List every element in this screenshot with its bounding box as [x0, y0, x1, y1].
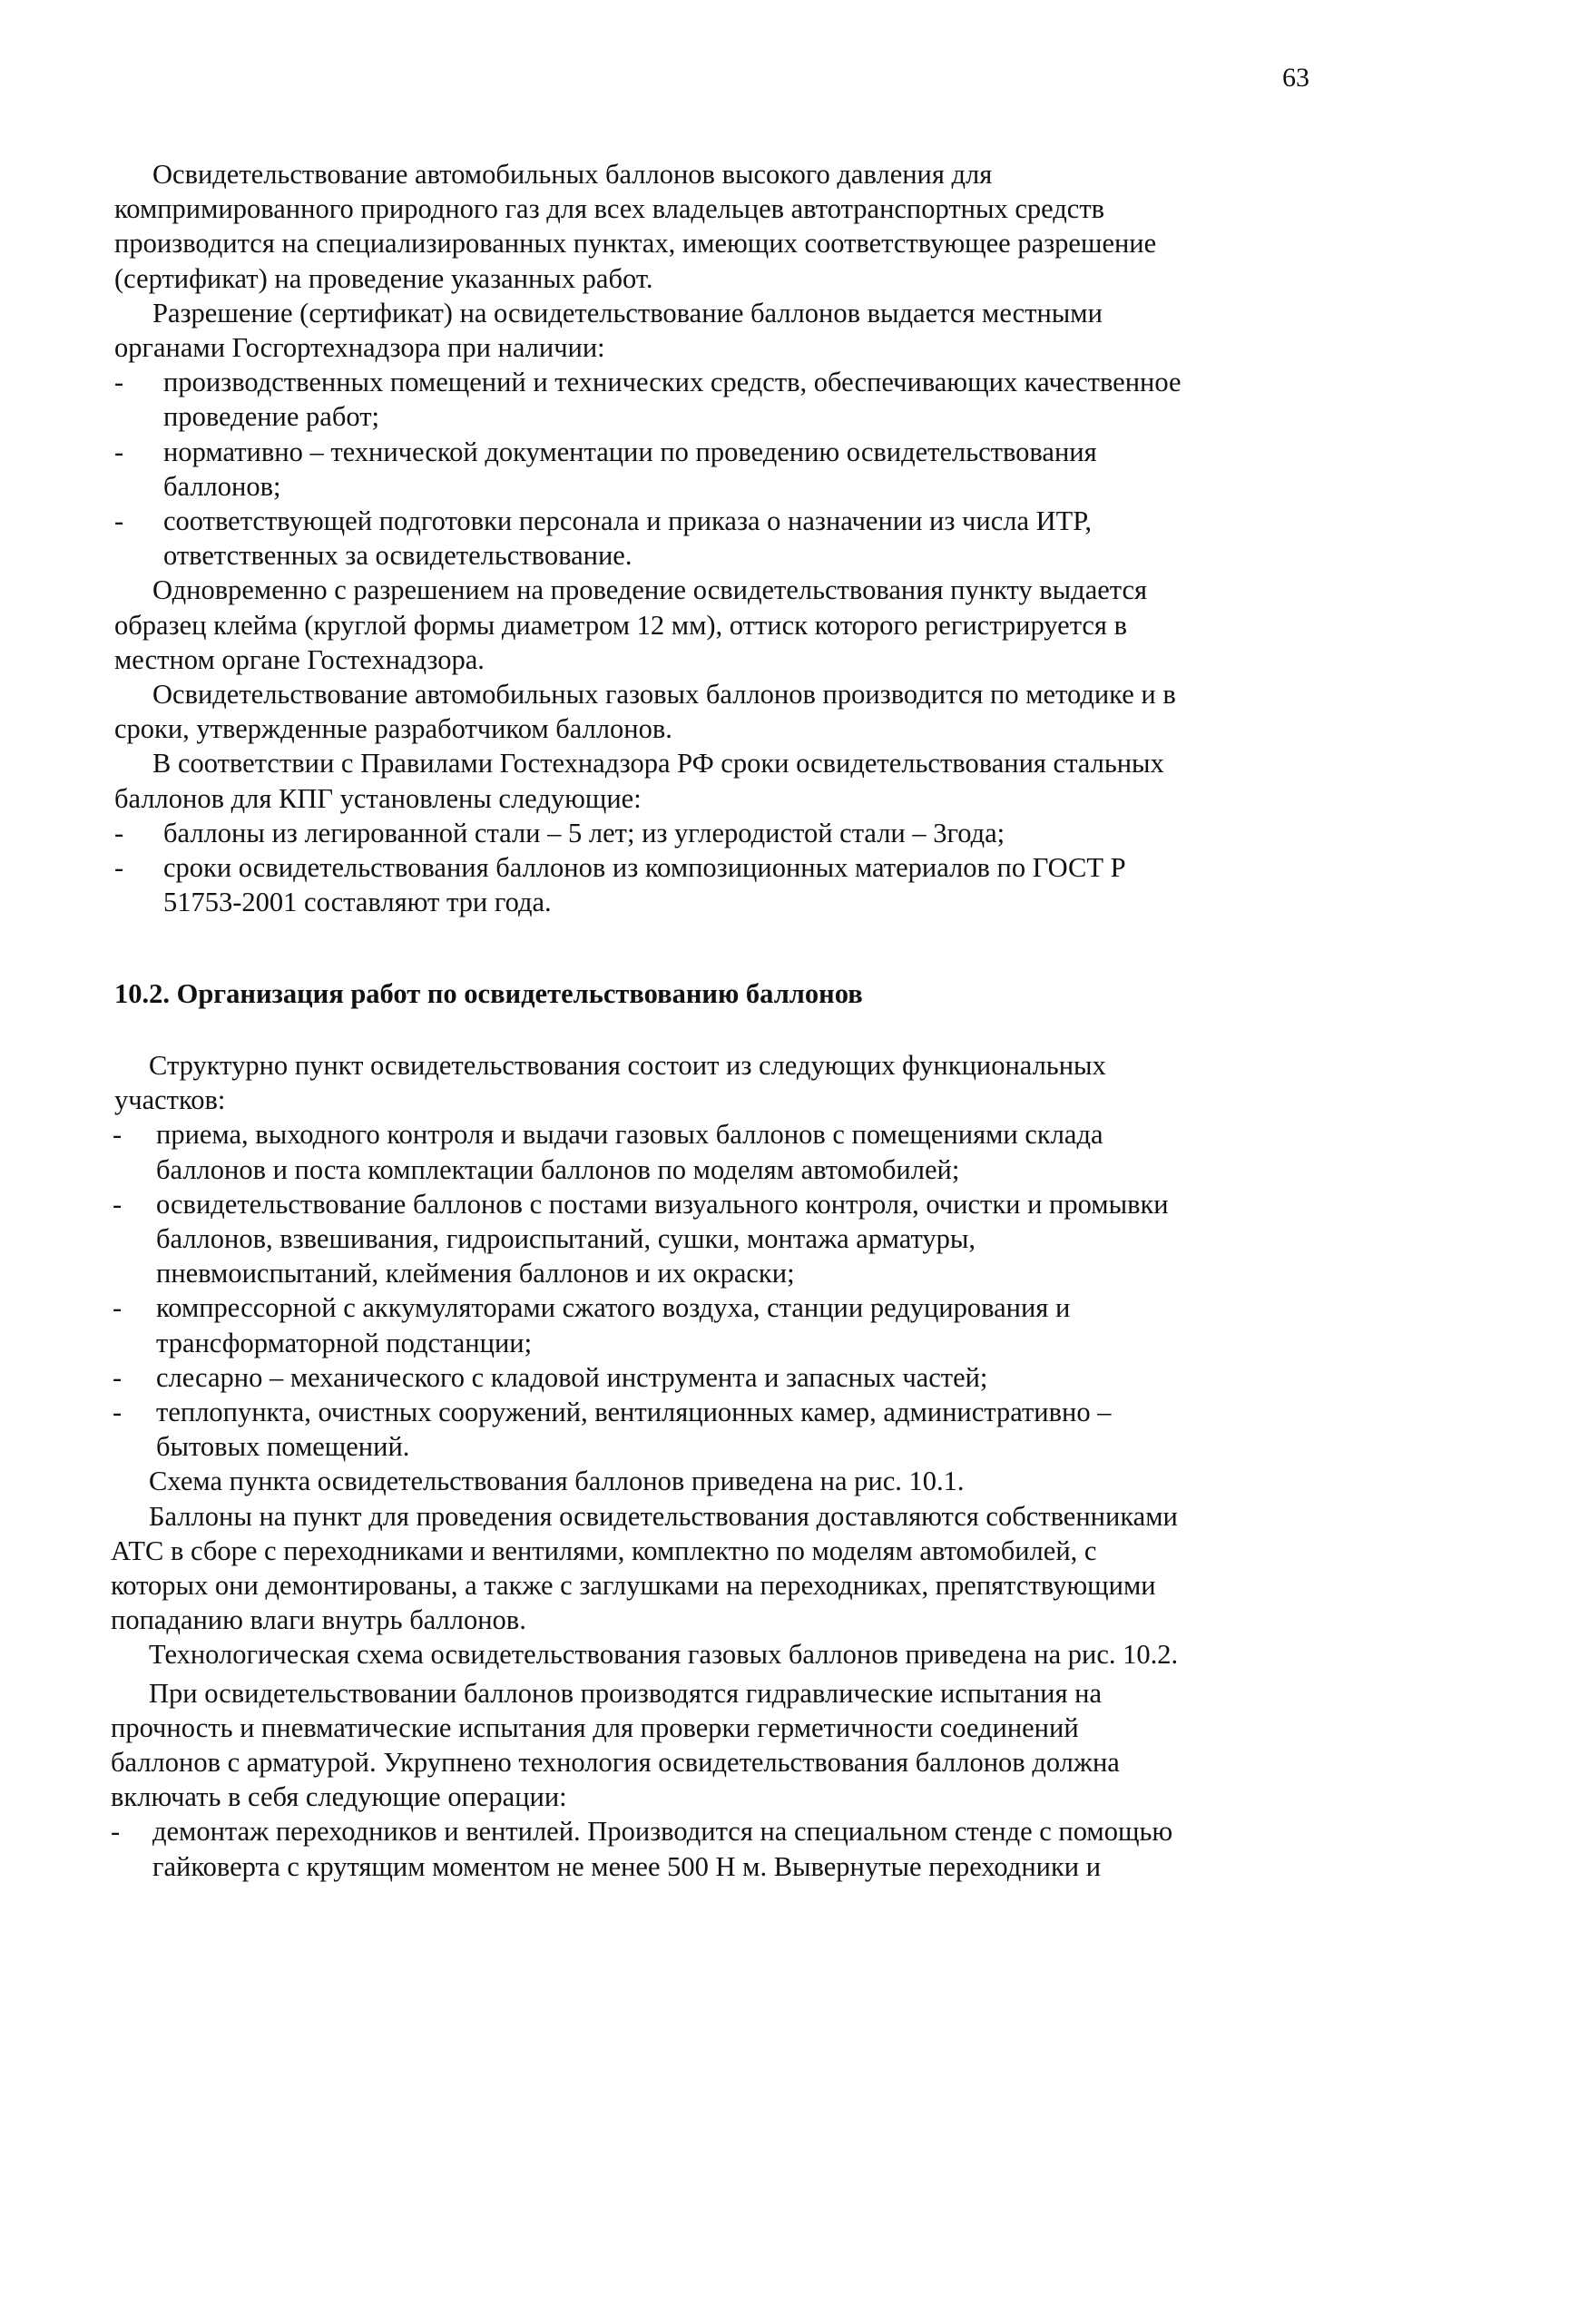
- list-item-line: баллонов, взвешивания, гидроиспытаний, сушки, монтажа арматуры,: [156, 1223, 976, 1254]
- list-item-line: теплопункта, очистных сооружений, вентиляционных камер, административно –: [156, 1397, 1112, 1427]
- paragraph-line: (сертификат) на проведение указанных работ.: [114, 262, 653, 294]
- list-bullet-dash: -: [114, 817, 124, 848]
- list-item-line: ответственных за освидетельствование.: [163, 540, 633, 572]
- list-bullet-dash: -: [114, 505, 124, 536]
- list-bullet-dash: -: [113, 1397, 123, 1427]
- list-item-line: демонтаж переходников и вентилей. Производится на специальном стенде с помощью: [152, 1816, 1173, 1848]
- list-item-line: нормативно – технической документации по проведению освидетельствования: [163, 436, 1097, 467]
- paragraph-line: сроки, утвержденные разработчиком баллонов.: [114, 713, 672, 745]
- list-bullet-dash: -: [113, 1188, 123, 1220]
- list-item-line: освидетельствование баллонов с постами визуального контроля, очистки и промывки: [156, 1188, 1169, 1220]
- paragraph-line: попаданию влаги внутрь баллонов.: [111, 1604, 526, 1636]
- paragraph-line: При освидетельствовании баллонов производятся гидравлические испытания на: [149, 1677, 1103, 1709]
- list-item-line: производственных помещений и технических средств, обеспечивающих качественное: [163, 367, 1182, 398]
- paragraph-line: В соответствии с Правилами Гостехнадзора РФ сроки освидетельствования стальных: [152, 748, 1164, 780]
- page-number: 63: [1282, 63, 1309, 93]
- list-bullet-dash: -: [114, 436, 124, 467]
- paragraph-line: включать в себя следующие операции:: [111, 1781, 567, 1813]
- paragraph-line: Разрешение (сертификат) на освидетельствование баллонов выдается местными: [152, 297, 1103, 328]
- list-bullet-dash: -: [111, 1816, 121, 1848]
- paragraph-line: Баллоны на пункт для проведения освидетельствования доставляются собственниками: [149, 1500, 1178, 1532]
- list-bullet-dash: -: [114, 367, 124, 398]
- list-item-line: пневмоиспытаний, клеймения баллонов и их окраски;: [156, 1258, 795, 1289]
- list-item-line: гайковерта с крутящим моментом не менее 500 Н м. Вывернутые переходники и: [152, 1850, 1102, 1882]
- list-bullet-dash: -: [114, 852, 124, 883]
- paragraph-line: АТС в сборе с переходниками и вентилями, комплектно по моделям автомобилей, с: [111, 1535, 1097, 1566]
- paragraph-line: компримированного природного газ для всех владельцев автотранспортных средств: [114, 193, 1105, 225]
- paragraph-line: органами Госгортехнадзора при наличии:: [114, 332, 605, 363]
- paragraph-line: Технологическая схема освидетельствования газовых баллонов приведена на рис. 10.2.: [149, 1639, 1179, 1671]
- list-item-line: бытовых помещений.: [156, 1431, 410, 1463]
- paragraph-line: Одновременно с разрешением на проведение освидетельствования пункту выдается: [152, 574, 1148, 606]
- paragraph-line: Схема пункта освидетельствования баллонов приведена на рис. 10.1.: [149, 1466, 965, 1497]
- paragraph-line: образец клейма (круглой формы диаметром 12 мм), оттиск которого регистрируется в: [114, 609, 1127, 641]
- list-bullet-dash: -: [113, 1292, 123, 1324]
- list-item-line: баллонов и поста комплектации баллонов по моделям автомобилей;: [156, 1153, 960, 1185]
- paragraph-line: Освидетельствование автомобильных газовых баллонов производится по методике и в: [152, 679, 1176, 710]
- paragraph-line: баллонов с арматурой. Укрупнено технология освидетельствования баллонов должна: [111, 1747, 1120, 1778]
- paragraph-line: прочность и пневматические испытания для проверки герметичности соединений: [111, 1711, 1079, 1743]
- paragraph-line: Освидетельствование автомобильных баллонов высокого давления для: [152, 159, 993, 190]
- list-item-line: слесарно – механического с кладовой инструмента и запасных частей;: [156, 1361, 988, 1393]
- paragraph-line: которых они демонтированы, а также с заглушками на переходниках, препятствующими: [111, 1570, 1156, 1601]
- list-bullet-dash: -: [113, 1361, 123, 1393]
- paragraph-line: баллонов для КПГ установлены следующие:: [114, 782, 642, 814]
- list-item-line: сроки освидетельствования баллонов из композиционных материалов по ГОСТ Р: [163, 852, 1126, 883]
- list-item-line: баллонов;: [163, 470, 281, 502]
- list-item-line: приема, выходного контроля и выдачи газовых баллонов с помещениями склада: [156, 1119, 1103, 1151]
- paragraph-line: местном органе Гостехнадзора.: [114, 643, 485, 675]
- paragraph-line: участков:: [114, 1084, 226, 1116]
- list-item-line: 51753-2001 составляют три года.: [163, 887, 552, 918]
- list-item-line: соответствующей подготовки персонала и приказа о назначении из числа ИТР,: [163, 505, 1093, 536]
- paragraph-line: производится на специализированных пунктах, имеющих соответствующее разрешение: [114, 228, 1157, 260]
- section-heading: 10.2. Организация работ по освидетельствованию баллонов: [114, 978, 863, 1009]
- list-item-line: проведение работ;: [163, 401, 379, 433]
- list-item-line: трансформаторной подстанции;: [156, 1327, 533, 1358]
- list-bullet-dash: -: [113, 1119, 123, 1151]
- list-item-line: баллоны из легированной стали – 5 лет; из углеродистой стали – 3года;: [163, 817, 1005, 848]
- list-item-line: компрессорной с аккумуляторами сжатого воздуха, станции редуцирования и: [156, 1292, 1071, 1324]
- paragraph-line: Структурно пункт освидетельствования состоит из следующих функциональных: [149, 1050, 1106, 1081]
